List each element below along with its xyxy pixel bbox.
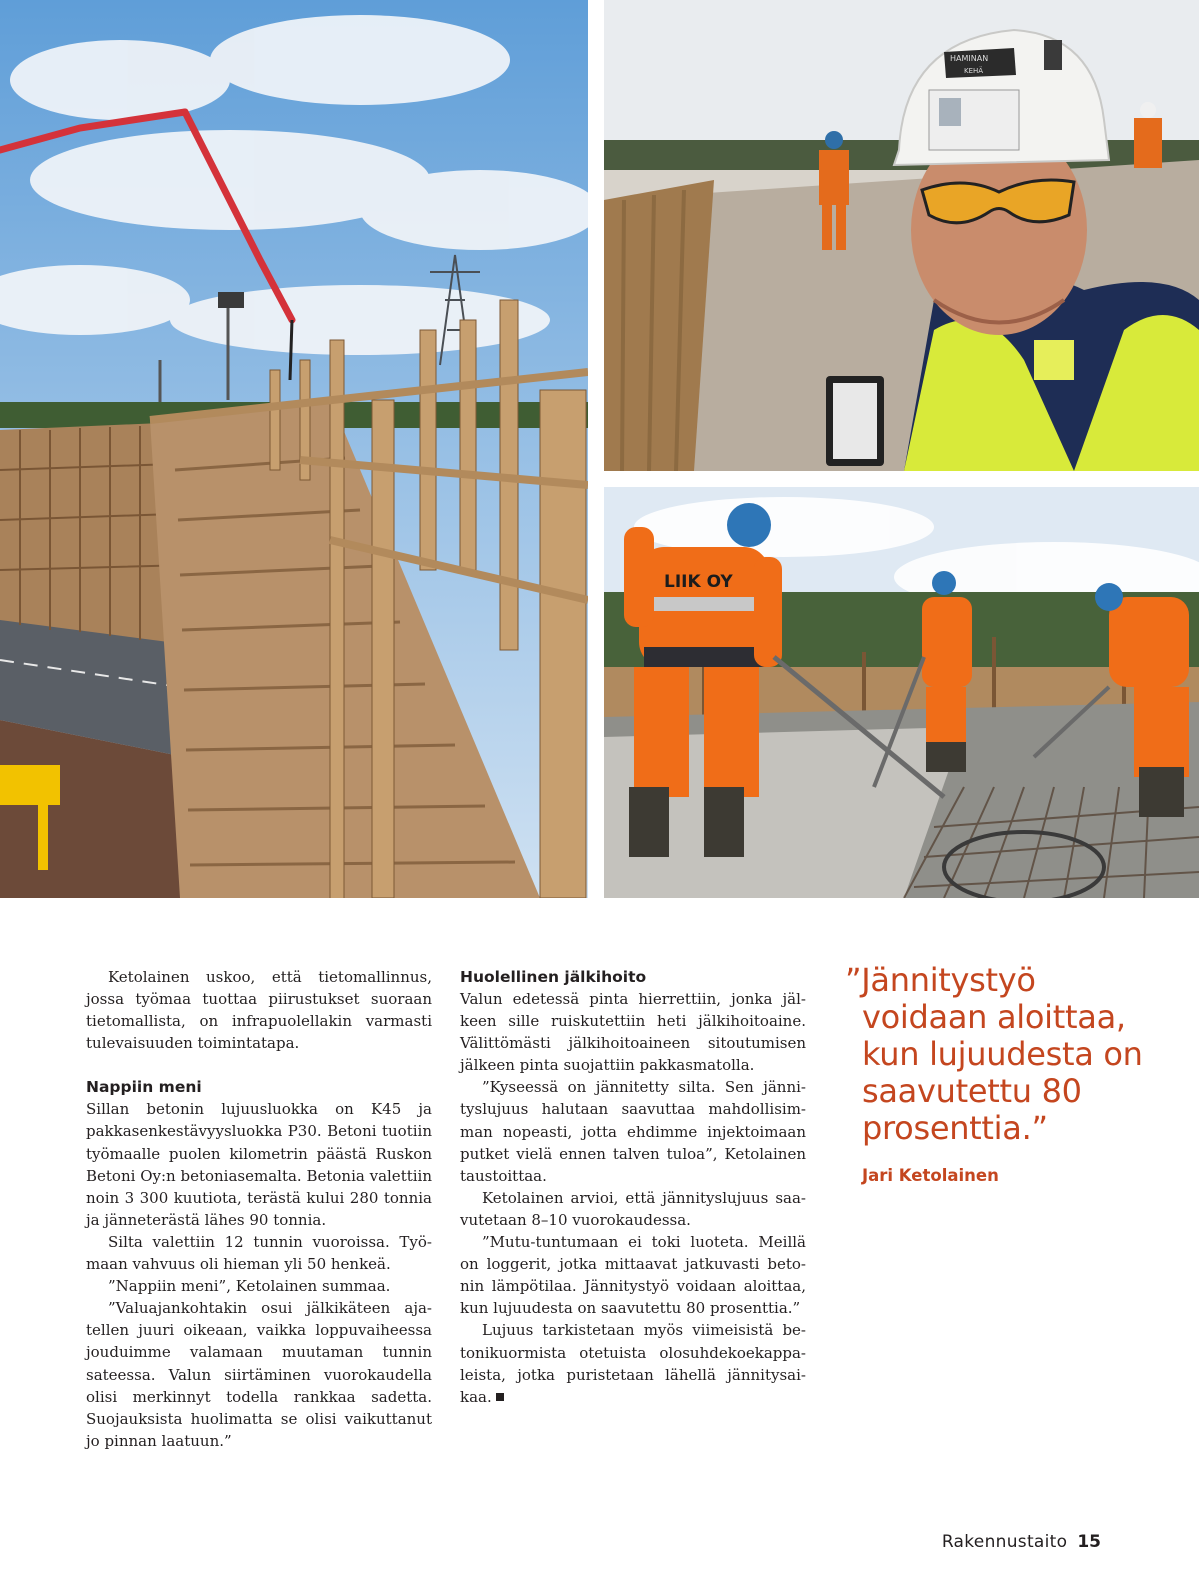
end-of-article-mark — [496, 1393, 504, 1401]
vest-text: LIIK OY — [664, 572, 733, 592]
body-paragraph: Silta valettiin 12 tunnin vuoroissa. Työmaan vahvuus oli hieman yli 50 henkeä. — [86, 1232, 432, 1274]
article-column-2 — [460, 966, 806, 1408]
pull-quote — [845, 962, 1145, 1194]
body-paragraph-final — [460, 1319, 806, 1407]
body-paragraph: Ketolainen arvioi, että jännityslujuus saavutetaan 8–10 vuorokaudessa. — [460, 1188, 806, 1229]
body-paragraph: ”Kyseessä on jännitetty silta. Sen jännityslujuus halutaan saavuttaa mahdollisimman nopeasti, jotta ehdimme injektoimaan putket vielä ennen talven tuloa”, Ketolainen taustoittaa. — [460, 1078, 806, 1185]
final-paragraph-text: Lujuus tarkistetaan myös viimeisistä betonikuormista otetuista olosuhdekoekappaleista, jotka puristetaan lähellä jännitysaikaa. — [460, 1321, 806, 1406]
body-paragraph: Sillan betonin lujuusluokka on K45 ja pakkasenkestävyysluokka P30. Betoni tuotiin työmaalle puolen kilometrin päästä Ruskon Betoni Oy:n betoniasemalta. Betonia valettiin noin 3 300 kuutiota, terästä kului 280 tonnia ja jänneterästä lähes 90 tonnia. — [86, 1100, 432, 1229]
body-paragraph: ”Nappiin meni”, Ketolainen summaa. — [108, 1277, 391, 1296]
helmet-text-right: KEHÄ — [964, 67, 984, 75]
page-number: 15 — [1077, 1532, 1101, 1552]
pull-quote-author: Jari Ketolainen — [862, 1166, 999, 1185]
helmet-text-left: HAMINAN — [950, 54, 989, 63]
intro-paragraph: Ketolainen uskoo, että tietomallinnus, jossa työmaa tuottaa piirustukset suoraan tietomallista, on infrapuolellakin varmasti tulevaisuuden toimintatapa. — [86, 968, 432, 1053]
article-column-1 — [86, 966, 432, 1452]
concrete-workers-photo — [604, 487, 1199, 898]
page-footer — [942, 1532, 1101, 1552]
bridge-formwork-photo — [0, 0, 588, 898]
body-paragraph: Valun edetessä pinta hierrettiin, jonka jälkeen sille ruiskutettiin heti jälkihoitoaine. Välittömästi jälkihoitoaineen sitoutumisen jälkeen pinta suojattiin pakkasmatolla. — [460, 990, 806, 1075]
section-heading-huolellinen-jalkihoito: Huolellinen jälkihoito — [460, 968, 647, 986]
body-paragraph: ”Mutu-tuntumaan ei toki luoteta. Meillä on loggerit, jotka mittaavat jatkuvasti betonin lämpötilaa. Jännitystyö voidaan aloittaa, kun lujuudesta on saavutettu 80 prosenttia.” — [460, 1233, 806, 1318]
worker-portrait-photo — [604, 0, 1199, 471]
section-heading-nappiin-meni: Nappiin meni — [86, 1078, 202, 1097]
publication-name: Rakennustaito — [941, 1532, 1068, 1552]
pull-quote-text: ”Jännitystyö voidaan aloittaa, kun lujuudesta on saavutettu 80 prosenttia.” — [845, 961, 1143, 1147]
body-paragraph: ”Valuajankohtakin osui jälkikäteen ajatellen juuri oikeaan, vaikka loppuvaiheessa jouduimme valamaan muutaman tunnin sateessa. Valun siirtäminen vuorokaudella olisi merkinnyt todella rankkaa sadetta. Suojauksista huolimatta se olisi vaikuttanut jo pinnan laatuun.” — [86, 1299, 432, 1450]
